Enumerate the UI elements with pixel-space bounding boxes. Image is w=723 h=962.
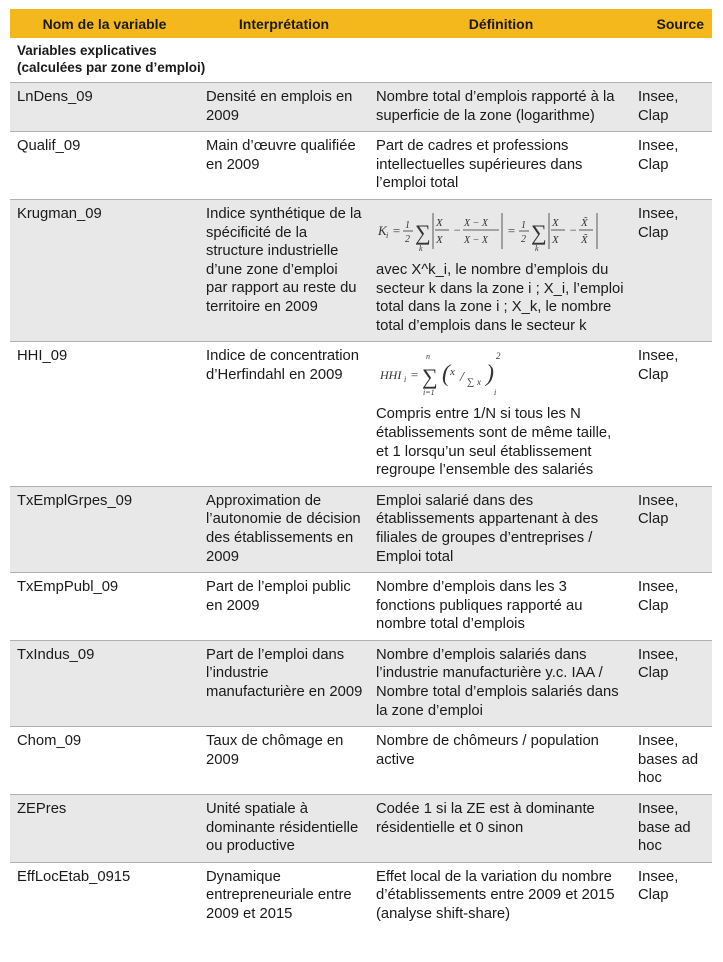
svg-text:X: X (436, 233, 443, 246)
svg-text:x: x (477, 377, 481, 388)
cell-definition: Nombre de chômeurs / population active (369, 727, 633, 795)
svg-text:1: 1 (405, 219, 410, 231)
table-header (10, 9, 712, 38)
svg-text:∑: ∑ (415, 219, 431, 245)
svg-text:X − X: X − X (464, 234, 488, 246)
svg-text:i=1: i=1 (423, 388, 435, 398)
cell-definition: Codée 1 si la ZE est à dominante résidentielle et 0 sinon (369, 795, 633, 863)
cell-name: EffLocEtab_0915 (10, 862, 199, 929)
hhi-formula (376, 349, 627, 399)
krugman-formula (376, 207, 627, 255)
table-row (10, 132, 712, 200)
header-source: Source (633, 9, 712, 38)
section-title-line1: Variables explicatives (17, 43, 157, 58)
cell-definition (369, 199, 633, 341)
svg-text:∑: ∑ (467, 377, 475, 389)
cell-source: Insee, Clap (633, 573, 712, 641)
cell-definition: Nombre d’emplois salariés dans l’industrie manufacturière y.c. IAA / Nombre total d’emplois salariés dans la zone d’emploi (369, 640, 633, 726)
svg-text:2: 2 (496, 351, 501, 362)
cell-interpretation: Part de l’emploi public en 2009 (199, 573, 369, 641)
cell-source: Insee, Clap (633, 199, 712, 341)
cell-definition: Nombre total d’emplois rapporté à la superficie de la zone (logarithme) (369, 83, 633, 132)
cell-definition: Part de cadres et professions intellectuelles supérieures dans l’emploi total (369, 132, 633, 200)
cell-source: Insee, Clap (633, 83, 712, 132)
table-row (10, 83, 712, 132)
svg-text:1: 1 (521, 219, 526, 231)
cell-name: TxEmplGrpes_09 (10, 486, 199, 572)
hhi-definition-text: Compris entre 1/N si tous les N établissements sont de même taille, et 1 lorsqu’un seul établissement regroupe l’ensemble des salariés (376, 406, 612, 479)
cell-definition (369, 342, 633, 486)
table-row (10, 486, 712, 572)
section-row (10, 38, 712, 83)
cell-source: Insee, Clap (633, 132, 712, 200)
cell-interpretation: Indice de concentration d’Herfindahl en 2009 (199, 342, 369, 486)
cell-name: LnDens_09 (10, 83, 199, 132)
svg-text:X: X (436, 216, 443, 229)
svg-text:−: − (453, 222, 462, 237)
table-row (10, 862, 712, 929)
svg-text:=: = (392, 222, 401, 238)
table-row (10, 342, 712, 486)
cell-source: Insee, Clap (633, 640, 712, 726)
cell-name: HHI_09 (10, 342, 199, 486)
header-definition: Définition (369, 9, 633, 38)
svg-text:X̃: X̃ (581, 233, 588, 246)
cell-source: Insee, Clap (633, 342, 712, 486)
cell-name: Chom_09 (10, 727, 199, 795)
table-row (10, 199, 712, 341)
cell-interpretation: Indice synthétique de la spécificité de la structure industrielle d’une zone d’emploi par rapport au reste du territoire en 2009 (199, 199, 369, 341)
svg-text:i: i (494, 388, 497, 398)
cell-name: Qualif_09 (10, 132, 199, 200)
variables-table (10, 9, 712, 930)
cell-definition: Effet local de la variation du nombre d’établissements entre 2009 et 2015 (analyse shift-share) (369, 862, 633, 929)
cell-interpretation: Main d’œuvre qualifiée en 2009 (199, 132, 369, 200)
svg-text:=: = (410, 367, 419, 383)
svg-text:X: X (552, 216, 559, 229)
svg-text:2: 2 (405, 233, 410, 245)
svg-text:=: = (507, 222, 516, 238)
svg-text:k: k (535, 243, 539, 253)
svg-text:k: k (419, 243, 423, 253)
section-title (10, 38, 712, 83)
cell-source: Insee, bases ad hoc (633, 727, 712, 795)
cell-interpretation: Unité spatiale à dominante résidentielle ou productive (199, 795, 369, 863)
table-row (10, 727, 712, 795)
svg-text:n: n (426, 352, 430, 362)
cell-interpretation: Dynamique entrepreneuriale entre 2009 et 2015 (199, 862, 369, 929)
cell-definition: Emploi salarié dans des établissements appartenant à des filiales de groupes d’entreprises / Emploi total (369, 486, 633, 572)
cell-interpretation: Densité en emplois en 2009 (199, 83, 369, 132)
cell-name: TxEmpPubl_09 (10, 573, 199, 641)
svg-text:i: i (386, 230, 389, 240)
svg-text:∑: ∑ (422, 364, 438, 390)
krugman-definition-text: avec X^k_i, le nombre d’emplois du secteur k dans la zone i ; X_i, l’emploi total dans la zone i ; X_k, le nombre total d’emplois dans le secteur k (376, 261, 624, 334)
cell-source: Insee, Clap (633, 486, 712, 572)
cell-source: Insee, Clap (633, 862, 712, 929)
cell-definition: Nombre d’emplois dans les 3 fonctions publiques rapporté au nombre total d’emplois (369, 573, 633, 641)
header-name: Nom de la variable (10, 9, 199, 38)
cell-name: ZEPres (10, 795, 199, 863)
svg-text:x: x (450, 366, 455, 379)
svg-text:i: i (404, 375, 407, 385)
cell-name: Krugman_09 (10, 199, 199, 341)
svg-text:): ) (486, 361, 494, 388)
svg-text:∑: ∑ (531, 219, 547, 245)
svg-text:X: X (552, 233, 559, 246)
cell-source: Insee, base ad hoc (633, 795, 712, 863)
svg-text:K: K (378, 222, 387, 238)
svg-text:HHI: HHI (380, 368, 402, 383)
cell-interpretation: Approximation de l’autonomie de décision des établissements en 2009 (199, 486, 369, 572)
section-title-line2: (calculées par zone d’emploi) (17, 60, 206, 75)
svg-text:(: ( (442, 361, 450, 388)
svg-text:/: / (460, 370, 464, 386)
cell-interpretation: Part de l’emploi dans l’industrie manufacturière en 2009 (199, 640, 369, 726)
svg-text:2: 2 (521, 233, 526, 245)
table-row (10, 795, 712, 863)
header-interpretation: Interprétation (199, 9, 369, 38)
svg-text:X̃: X̃ (581, 216, 588, 229)
table-row (10, 573, 712, 641)
cell-name: TxIndus_09 (10, 640, 199, 726)
cell-interpretation: Taux de chômage en 2009 (199, 727, 369, 795)
svg-text:−: − (569, 222, 578, 237)
svg-text:X − X: X − X (464, 217, 488, 229)
table-row (10, 640, 712, 726)
